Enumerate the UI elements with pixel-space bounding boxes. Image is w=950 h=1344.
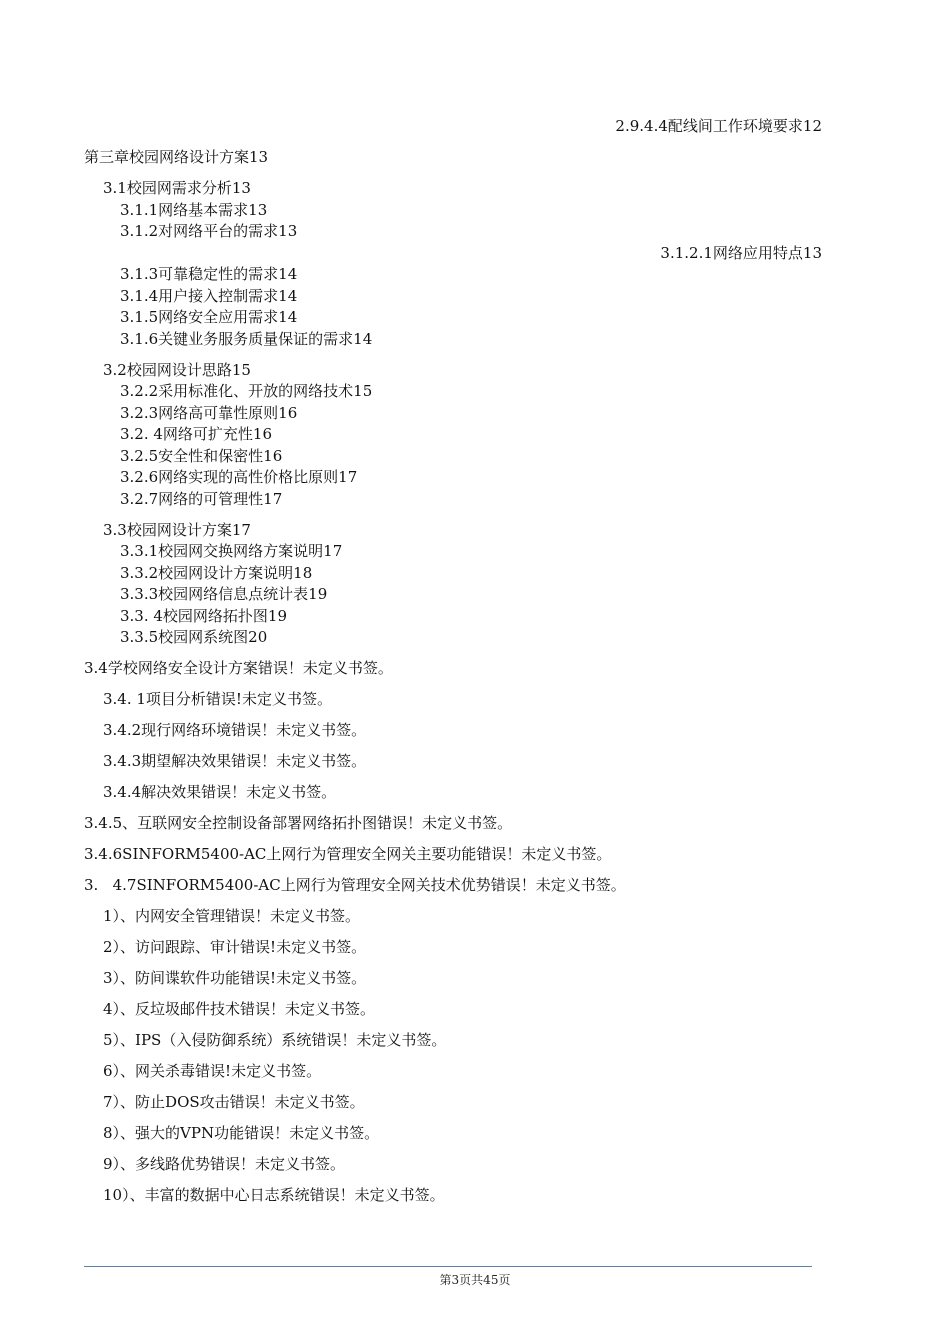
toc-entry[interactable]: 3.2.5安全性和保密性16 xyxy=(120,447,283,465)
toc-entry[interactable]: 3.2.3网络高可靠性原则16 xyxy=(120,404,298,422)
toc-entry[interactable]: 3. 4.7SINFORM5400-AC上网行为管理安全网关技术优势错误！未定义书签。 xyxy=(84,876,626,894)
toc-entry[interactable]: 7）、防止DOS攻击错误！未定义书签。 xyxy=(103,1093,365,1111)
toc-entry[interactable]: 2）、访问跟踪、审计错误!未定义书签。 xyxy=(103,938,367,956)
page-number: 第3页共45页 xyxy=(439,1273,511,1287)
toc-entry[interactable]: 2.9.4.4配线间工作环境要求12 xyxy=(615,117,822,135)
toc-entry[interactable]: 9）、多线路优势错误！未定义书签。 xyxy=(103,1155,346,1173)
toc-entry[interactable]: 3.1.3可靠稳定性的需求14 xyxy=(120,265,298,283)
toc-entry[interactable]: 3.2. 4网络可扩充性16 xyxy=(120,425,273,443)
toc-entry[interactable]: 3.4学校网络安全设计方案错误！未定义书签。 xyxy=(84,659,393,677)
toc-entry[interactable]: 4）、反垃圾邮件技术错误！未定义书签。 xyxy=(103,1000,376,1018)
toc-entry[interactable]: 3.1.4用户接入控制需求14 xyxy=(120,287,298,305)
toc-entry[interactable]: 3.2.6网络实现的高性价格比原则17 xyxy=(120,468,358,486)
toc-entry[interactable]: 3）、防间谍软件功能错误!未定义书签。 xyxy=(103,969,367,987)
toc-entry[interactable]: 8）、强大的VPN功能错误！未定义书签。 xyxy=(103,1124,380,1142)
toc-entry[interactable]: 5）、IPS（入侵防御系统）系统错误！未定义书签。 xyxy=(103,1031,447,1049)
toc-entry[interactable]: 3.4.6SINFORM5400-AC上网行为管理安全网关主要功能错误！未定义书签。 xyxy=(84,845,612,863)
toc-entry[interactable]: 6）、网关杀毒错误!未定义书签。 xyxy=(103,1062,322,1080)
toc-entry[interactable]: 3.4.2现行网络环境错误！未定义书签。 xyxy=(103,721,367,739)
toc-entry[interactable]: 3.2.2采用标准化、开放的网络技术15 xyxy=(120,382,373,400)
toc-entry[interactable]: 3.4.3期望解决效果错误！未定义书签。 xyxy=(103,752,367,770)
toc-entry[interactable]: 3.1校园网需求分析13 xyxy=(103,179,251,197)
toc-entry[interactable]: 3.3.3校园网络信息点统计表19 xyxy=(120,585,328,603)
toc-entry[interactable]: 3.1.2.1网络应用特点13 xyxy=(660,244,822,262)
footer-divider xyxy=(84,1266,812,1267)
toc-entry[interactable]: 10）、丰富的数据中心日志系统错误！未定义书签。 xyxy=(103,1186,445,1204)
toc-entry[interactable]: 3.1.1网络基本需求13 xyxy=(120,201,268,219)
toc-entry[interactable]: 3.3.5校园网系统图20 xyxy=(120,628,268,646)
toc-entry[interactable]: 3.3.2校园网设计方案说明18 xyxy=(120,564,313,582)
toc-entry[interactable]: 3.1.2对网络平台的需求13 xyxy=(120,222,298,240)
toc-entry[interactable]: 3.2校园网设计思路15 xyxy=(103,361,251,379)
toc-entry[interactable]: 1）、内网安全管理错误！未定义书签。 xyxy=(103,907,361,925)
toc-entry[interactable]: 3.4.5、互联网安全控制设备部署网络拓扑图错误！未定义书签。 xyxy=(84,814,513,832)
toc-entry[interactable]: 3.1.5网络安全应用需求14 xyxy=(120,308,298,326)
toc-entry[interactable]: 3.3.1校园网交换网络方案说明17 xyxy=(120,542,343,560)
toc-entry[interactable]: 3.4. 1项目分析错误!未定义书签。 xyxy=(103,690,332,708)
toc-entry[interactable]: 3.1.6关键业务服务质量保证的需求14 xyxy=(120,330,373,348)
toc-entry[interactable]: 3.3. 4校园网络拓扑图19 xyxy=(120,607,288,625)
toc-entry[interactable]: 第三章校园网络设计方案13 xyxy=(84,148,269,166)
toc-entry[interactable]: 3.3校园网设计方案17 xyxy=(103,521,251,539)
toc-entry[interactable]: 3.2.7网络的可管理性17 xyxy=(120,490,283,508)
toc-entry[interactable]: 3.4.4解决效果错误！未定义书签。 xyxy=(103,783,337,801)
